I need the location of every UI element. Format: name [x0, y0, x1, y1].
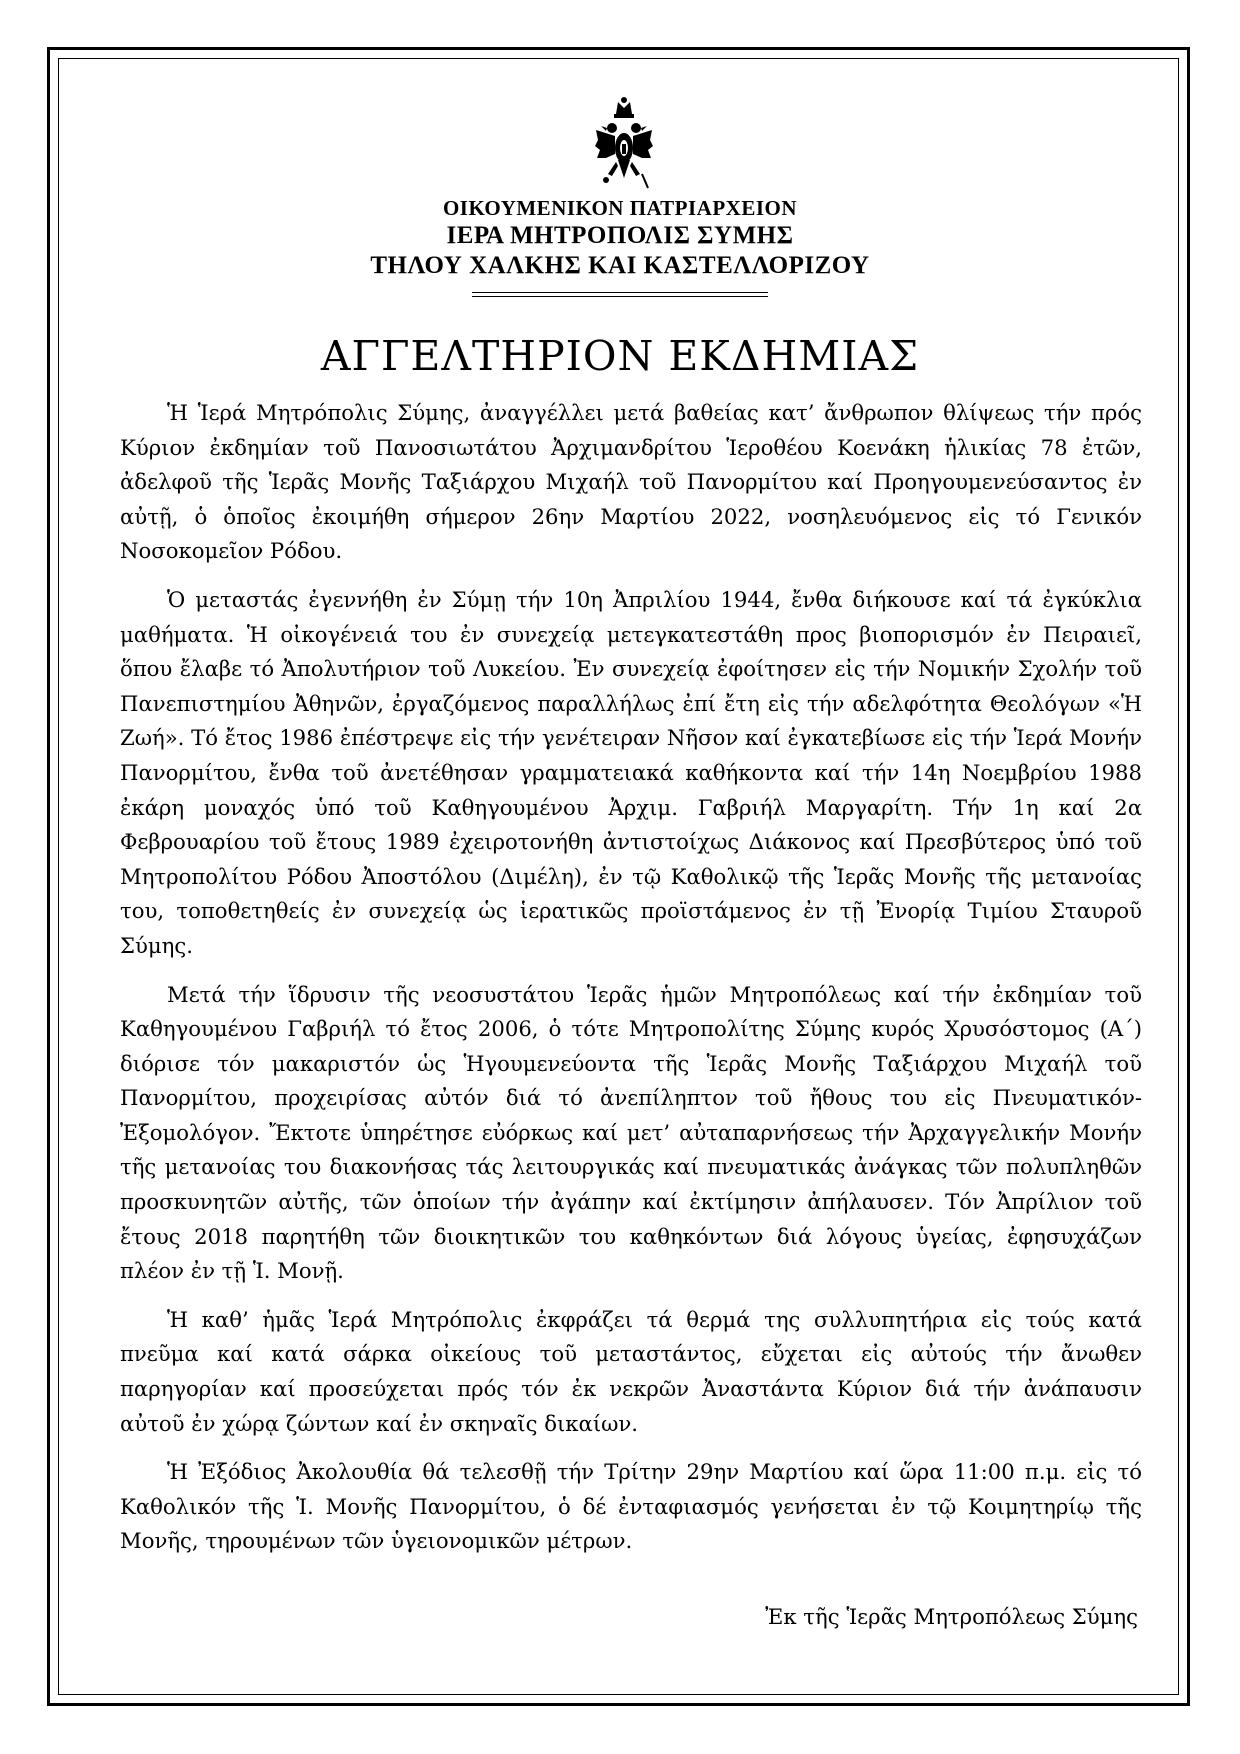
signature: Ἐκ τῆς Ἱερᾶς Μητροπόλεως Σύμης: [765, 1604, 1138, 1629]
paragraph-biography: Ὁ μεταστάς ἐγεννήθη ἐν Σύμῃ τήν 10η Ἀπριλίου 1944, ἔνθα διήκουσε καί τά ἐγκύκλια μαθήματα. Ἡ οἰκογένειά του ἐν συνεχείᾳ μετεγκατεστάθη προς βιοπορισμόν ἐν Πειραιεῖ, ὅπου ἔλαβε τό Ἀπολυτήριον τοῦ Λυκείου. Ἐν συνεχείᾳ ἐφοίτησεν εἰς τήν Νομικήν Σχολήν τοῦ Πανεπιστημίου Ἀθηνῶν, ἐργαζόμενος παραλλήλως ἐπί ἔτη εἰς τήν αδελφότητα Θεολόγων «Ἡ Ζωή». Τό ἔτος 1986 ἐπέστρεψε εἰς τήν γενέτειραν Νῆσον καί ἐγκατεβίωσε εἰς τήν Ἱερά Μονήν Πανορμίτου, ἔνθα τοῦ ἀνετέθησαν γραμματειακά καθήκοντα καί τήν 14η Νοεμβρίου 1988 ἐκάρη μοναχός ὑπό τοῦ Καθηγουμένου Ἀρχιμ. Γαβριήλ Μαργαρίτη. Τήν 1η καί 2α Φεβρουαρίου τοῦ ἔτους 1989 ἐχειροτονήθη ἀντιστοίχως Διάκονος καί Πρεσβύτερος ὑπό τοῦ Μητροπολίτου Ρόδου Ἀποστόλου (Διμέλη), ἐν τῷ Καθολικῷ τῆς Ἱερᾶς Μονῆς τῆς μετανοίας του, τοποθετηθείς ἐν συνεχείᾳ ὡς ἱερατικῶς προϊστάμενος ἐν τῇ Ἐνορίᾳ Τιμίου Σταυροῦ Σύμης.: [120, 586, 1142, 958]
paragraph-service: Μετά τήν ἵδρυσιν τῆς νεοσυστάτου Ἱερᾶς ἡμῶν Μητροπόλεως καί τήν ἐκδημίαν τοῦ Καθηγουμένου Γαβριήλ τό ἔτος 2006, ὁ τότε Μητροπολίτης Σύμης κυρός Χρυσόστομος (Α΄) διόρισε τόν μακαριστόν ὡς Ἡγουμενεύοντα τῆς Ἱερᾶς Μονῆς Ταξιάρχου Μιχαήλ τοῦ Πανορμίτου, προχειρίσας αὐτόν διά τό ἀνεπίληπτον τοῦ ἤθους του εἰς Πνευματικόν-Ἐξομολόγον. Ἔκτοτε ὑπηρέτησε εὐόρκως καί μετ’ αὐταπαρνήσεως τήν Ἀρχαγγελικήν Μονήν τῆς μετανοίας του διακονήσας τάς λειτουργικάς καί πνευματικάς ἀνάγκας τῶν πολυπληθῶν προσκυνητῶν αὐτῆς, τῶν ὁποίων τήν ἀγάπην καί ἐκτίμησιν ἀπήλαυσεν. Τόν Ἀπρίλιον τοῦ ἔτους 2018 παρητήθη τῶν διοικητικῶν του καθηκόντων διά λόγους ὑγείας, ἐφησυχάζων πλέον ἐν τῇ Ἱ. Μονῇ.: [120, 981, 1142, 1284]
double-headed-eagle-icon: [594, 96, 654, 192]
paragraph-condolences: Ἡ καθ’ ἡμᾶς Ἱερά Μητρόπολις ἐκφράζει τά θερμά της συλλυπητήρια εἰς τούς κατά πνεῦμα καί κατά σάρκα οἰκείους τοῦ μεταστάντος, εὔχεται εἰς αὐτούς τήν ἄνωθεν παρηγορίαν καί προσεύχεται πρός τόν ἐκ νεκρῶν Ἀναστάντα Κύριον διά τήν ἀνάπαυσιν αὐτοῦ ἐν χώρᾳ ζώντων καί ἐν σκηναῖς δικαίων.: [120, 1306, 1142, 1436]
header-metropolis: ΙΕΡΑ ΜΗΤΡΟΠΟΛΙΣ ΣΥΜΗΣ: [446, 222, 794, 249]
document-body: [120, 396, 1142, 1573]
header-divider: [472, 292, 768, 297]
header-islands: ΤΗΛΟΥ ΧΑΛΚΗΣ ΚΑΙ ΚΑΣΤΕΛΛΟΡΙΖΟΥ: [370, 252, 870, 279]
paragraph-funeral: Ἡ Ἐξόδιος Ἀκολουθία θά τελεσθῇ τήν Τρίτην 29ην Μαρτίου καί ὥρα 11:00 π.μ. εἰς τό Καθολικόν τῆς Ἱ. Μονῆς Πανορμίτου, ὁ δέ ἐνταφιασμός γενήσεται ἐν τῷ Κοιμητηρίῳ τῆς Μονῆς, τηρουμένων τῶν ὑγειονομικῶν μέτρων.: [120, 1459, 1142, 1554]
paragraph-announcement: Ἡ Ἱερά Μητρόπολις Σύμης, ἀναγγέλλει μετά βαθείας κατ’ ἄνθρωπον θλίψεως τήν πρός Κύριον ἐκδημίαν τοῦ Πανοσιωτάτου Ἀρχιμανδρίτου Ἱεροθέου Κοενάκη ἡλικίας 78 ἐτῶν, ἀδελφοῦ τῆς Ἱερᾶς Μονῆς Ταξιάρχου Μιχαήλ τοῦ Πανορμίτου καί Προηγουμενεύσαντος ἐν αὐτῇ, ὁ ὁποῖος ἐκοιμήθη σήμερον 26ην Μαρτίου 2022, νοσηλευόμενος εἰς τό Γενικόν Νοσοκομεῖον Ρόδου.: [120, 400, 1142, 564]
document-title: ΑΓΓΕΛΤΗΡΙΟΝ ΕΚΔΗΜΙΑΣ: [320, 332, 920, 380]
header-patriarchate: ΟΙΚΟΥΜΕΝΙΚΟΝ ΠΑΤΡΙΑΡΧΕΙΟΝ: [442, 196, 798, 220]
